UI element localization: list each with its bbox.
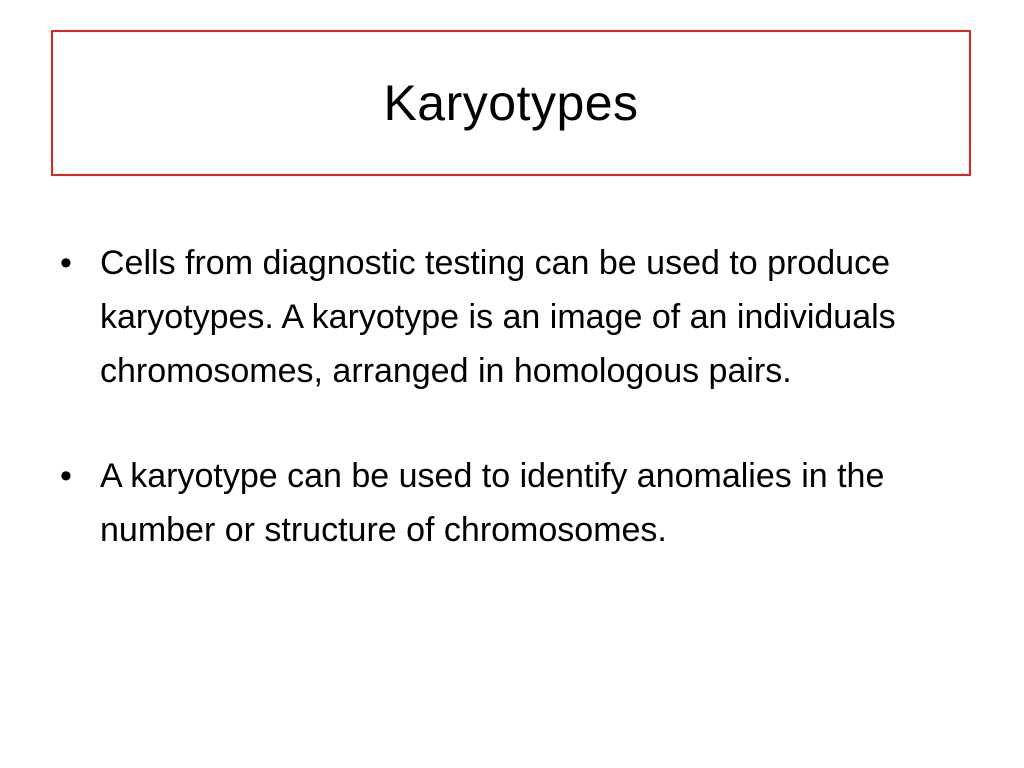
bullet-marker: • (60, 457, 72, 495)
slide-title: Karyotypes (383, 75, 639, 131)
bullet-marker: • (60, 244, 72, 282)
bullet-text: Cells from diagnostic testing can be used to produce karyotypes. A karyotype is an image of an individuals chromosomes, arranged in homologous pairs. (100, 244, 896, 390)
bullet-text: A karyotype can be used to identify anomalies in the number or structure of chromosomes. (100, 457, 885, 549)
bullet-list (60, 236, 970, 557)
title-box (51, 30, 971, 176)
bullet-item (60, 236, 970, 398)
bullet-item (60, 449, 970, 557)
